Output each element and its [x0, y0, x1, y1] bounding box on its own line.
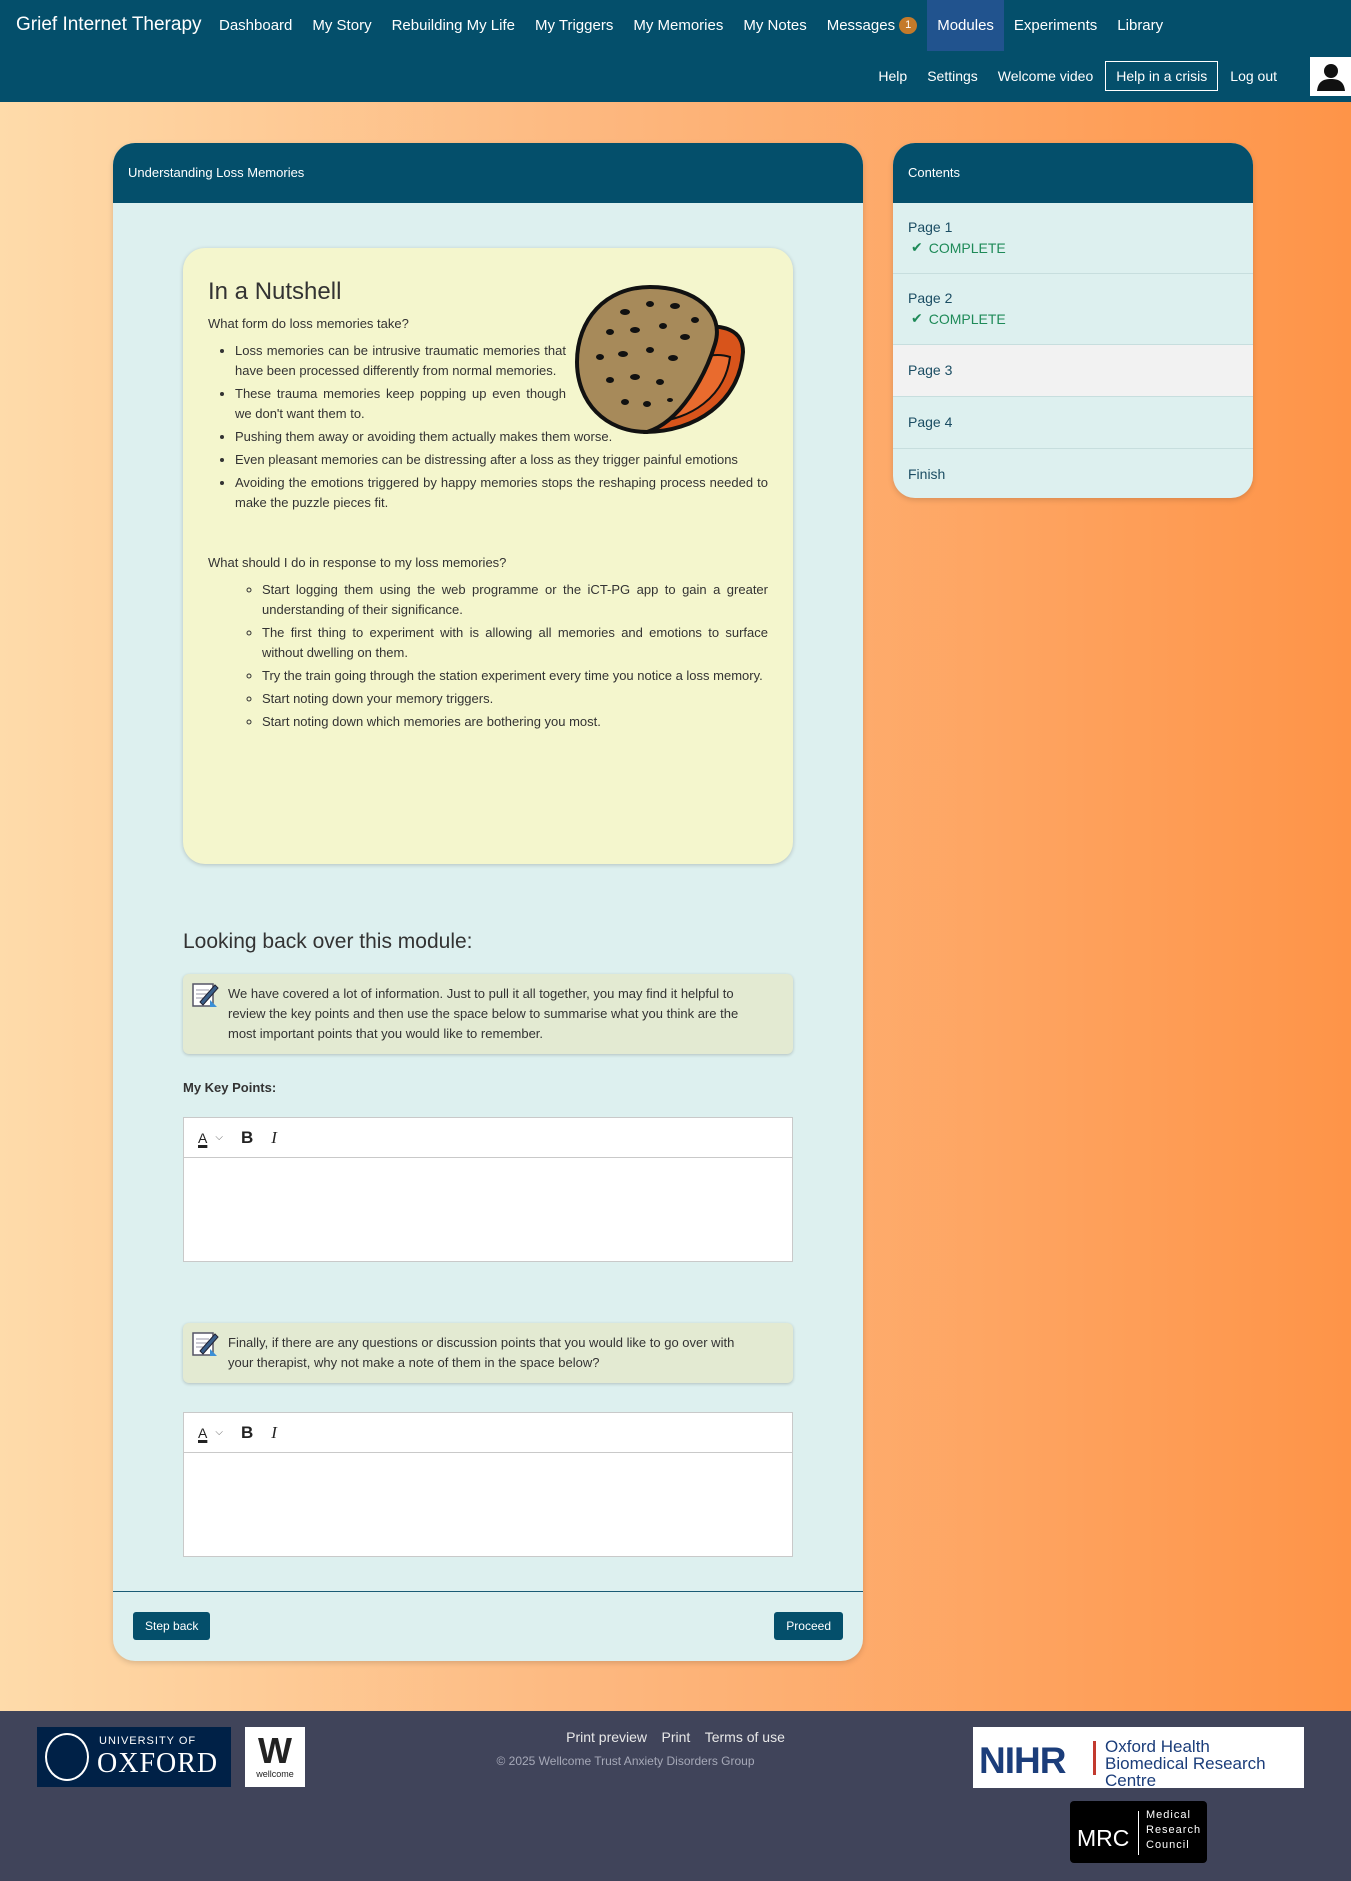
contents-item-label: Finish — [908, 466, 946, 482]
key-points-label: My Key Points: — [183, 1080, 277, 1095]
status-complete — [908, 239, 1238, 256]
font-color-button[interactable] — [198, 1130, 223, 1146]
bold-button[interactable]: B — [240, 1422, 254, 1442]
module-footer — [113, 1591, 863, 1661]
question-loss-memories-form: What form do loss memories take? — [208, 316, 409, 331]
welcome-video-link[interactable]: Welcome video — [997, 68, 1094, 84]
nav-label: Library — [1117, 17, 1164, 34]
contents-item-page-4[interactable] — [893, 397, 1253, 449]
help-in-crisis-button[interactable]: Help in a crisis — [1105, 61, 1218, 91]
discussion-note — [183, 1323, 793, 1383]
nav-label: My Memories — [633, 17, 724, 34]
contents-item-page-2[interactable] — [893, 274, 1253, 345]
messages-count-badge: 1 — [899, 17, 917, 34]
app-title[interactable]: Grief Internet Therapy — [16, 14, 202, 35]
contents-item-label: Page 3 — [908, 362, 953, 378]
pen-paper-icon — [190, 1329, 220, 1359]
nav-label: My Triggers — [534, 17, 614, 34]
chevron-down-icon: ⌵ — [215, 1427, 223, 1438]
module-card — [113, 143, 863, 1661]
contents-item-page-3[interactable] — [893, 345, 1253, 397]
nav-rebuilding-my-life[interactable] — [382, 0, 525, 51]
nav-my-notes[interactable] — [733, 0, 816, 51]
list-item: • Loss memories can be intrusive traumatic memories that have been processed differently from normal memories. — [235, 341, 566, 381]
print-link[interactable]: Print — [661, 1729, 691, 1745]
instruction-note — [183, 974, 793, 1054]
nav-label: My Story — [312, 17, 372, 34]
italic-button[interactable]: I — [271, 1422, 277, 1442]
checkmark-icon: ✔ — [911, 239, 923, 255]
nav-label: Modules — [937, 17, 994, 34]
instruction-text: We have covered a lot of information. Just to pull it all together, you may find it helpful to review the key points and then use the space below to summarise what you think are the most important points that you would like to remember. — [228, 986, 739, 1041]
mrc-text-line: Medical — [1146, 1809, 1191, 1821]
mrc-divider — [1138, 1811, 1139, 1855]
editor-toolbar — [184, 1413, 792, 1453]
user-menu-button[interactable] — [1310, 57, 1351, 96]
nav-label: Dashboard — [219, 17, 293, 34]
discussion-editor — [183, 1412, 793, 1557]
chevron-down-icon: ⌵ — [215, 1132, 223, 1143]
oxford-logo-line2: OXFORD — [97, 1748, 219, 1779]
mrc-mark: MRC — [1077, 1825, 1130, 1851]
nav-label: My Notes — [743, 17, 807, 34]
editor-toolbar — [184, 1118, 792, 1158]
nav-dashboard[interactable] — [209, 0, 302, 51]
font-color-icon: A — [198, 1424, 208, 1441]
top-navbar — [0, 0, 1351, 102]
font-color-button[interactable] — [198, 1425, 223, 1441]
discussion-textarea[interactable] — [184, 1453, 792, 1556]
list-item: ◦ Start noting down which memories are bothering you most. — [262, 712, 768, 732]
discussion-text: Finally, if there are any questions or discussion points that you would like to go over with your therapist, why not make a note of them in the space below? — [228, 1335, 735, 1370]
font-color-icon: A — [198, 1129, 208, 1146]
nihr-logo[interactable] — [973, 1727, 1304, 1788]
mussel-shell-illustration — [575, 282, 745, 438]
copyright-text: © 2025 Wellcome Trust Anxiety Disorders Group — [496, 1754, 755, 1768]
terms-of-use-link[interactable]: Terms of use — [704, 1729, 785, 1745]
list-item: ◦ The first thing to experiment with is allowing all memories and emotions to surface without dwelling on them. — [262, 623, 768, 663]
status-complete — [908, 310, 1238, 327]
nihr-text: Oxford Health Biomedical Research Centre — [1105, 1737, 1266, 1790]
list-item: • Avoiding the emotions triggered by happy memories stops the reshaping process needed to make the puzzle pieces fit. — [235, 473, 768, 513]
response-points — [208, 580, 768, 732]
nav-my-triggers[interactable] — [525, 0, 623, 51]
module-title: Understanding Loss Memories — [113, 143, 863, 203]
mrc-text-line: Council — [1146, 1839, 1190, 1851]
nav-label: Experiments — [1013, 17, 1098, 34]
nutshell-heading: In a Nutshell — [208, 278, 342, 305]
wellcome-text: wellcome — [256, 1769, 294, 1779]
list-item: • These trauma memories keep popping up even though we don't want them to. — [235, 384, 566, 424]
list-item: • Pushing them away or avoiding them actually makes them worse. — [235, 427, 768, 447]
nav-label: Messages — [826, 17, 896, 34]
mrc-text — [1146, 1808, 1201, 1853]
list-item: ◦ Start logging them using the web programme or the iCT-PG app to gain a greater understanding of their significance. — [262, 580, 768, 620]
bold-button[interactable]: B — [240, 1127, 254, 1147]
contents-item-finish[interactable] — [893, 449, 1253, 498]
italic-button[interactable]: I — [271, 1127, 277, 1147]
checkmark-icon: ✔ — [911, 310, 923, 326]
wellcome-mark: W — [258, 1730, 292, 1771]
question-what-to-do: What should I do in response to my loss memories? — [208, 555, 507, 570]
settings-link[interactable]: Settings — [927, 68, 978, 84]
status-text: COMPLETE — [928, 239, 1006, 256]
page-footer — [0, 1711, 1351, 1881]
log-out-link[interactable]: Log out — [1230, 68, 1277, 84]
mrc-logo[interactable] — [1070, 1801, 1207, 1863]
list-item: • Even pleasant memories can be distressing after a loss as they trigger painful emotions — [235, 450, 768, 470]
nihr-divider — [1093, 1741, 1096, 1775]
contents-item-page-1[interactable] — [893, 203, 1253, 274]
user-icon — [1316, 63, 1346, 91]
proceed-button[interactable]: Proceed — [774, 1612, 843, 1640]
mrc-text-line: Research — [1146, 1824, 1202, 1836]
nav-messages[interactable] — [817, 0, 928, 51]
nav-experiments[interactable] — [1004, 0, 1107, 51]
help-link[interactable]: Help — [878, 68, 908, 84]
print-preview-link[interactable]: Print preview — [566, 1729, 648, 1745]
nav-modules[interactable] — [927, 0, 1004, 51]
key-points-editor — [183, 1117, 793, 1262]
status-text: COMPLETE — [928, 310, 1006, 327]
main-nav — [209, 0, 1173, 51]
nav-my-memories[interactable] — [623, 0, 733, 51]
secondary-nav — [868, 61, 1287, 91]
nutshell-panel — [183, 248, 793, 864]
key-points-textarea[interactable] — [184, 1158, 792, 1261]
contents-item-label: Page 4 — [908, 414, 953, 430]
oxford-logo-line1: UNIVERSITY OF — [99, 1735, 197, 1747]
contents-item-label: Page 2 — [908, 290, 953, 306]
nav-my-story[interactable] — [302, 0, 381, 51]
nav-library[interactable] — [1107, 0, 1173, 51]
list-item: ◦ Try the train going through the station experiment every time you notice a loss memory. — [262, 666, 768, 686]
nav-label: Rebuilding My Life — [391, 17, 515, 34]
contents-panel — [893, 143, 1253, 498]
nihr-mark: NIHR — [979, 1740, 1066, 1781]
pen-paper-icon — [190, 980, 220, 1010]
contents-item-label: Page 1 — [908, 219, 953, 235]
step-back-button[interactable]: Step back — [133, 1612, 210, 1640]
contents-title: Contents — [893, 143, 1253, 203]
looking-back-heading: Looking back over this module: — [183, 930, 473, 953]
list-item: ◦ Start noting down your memory triggers. — [262, 689, 768, 709]
